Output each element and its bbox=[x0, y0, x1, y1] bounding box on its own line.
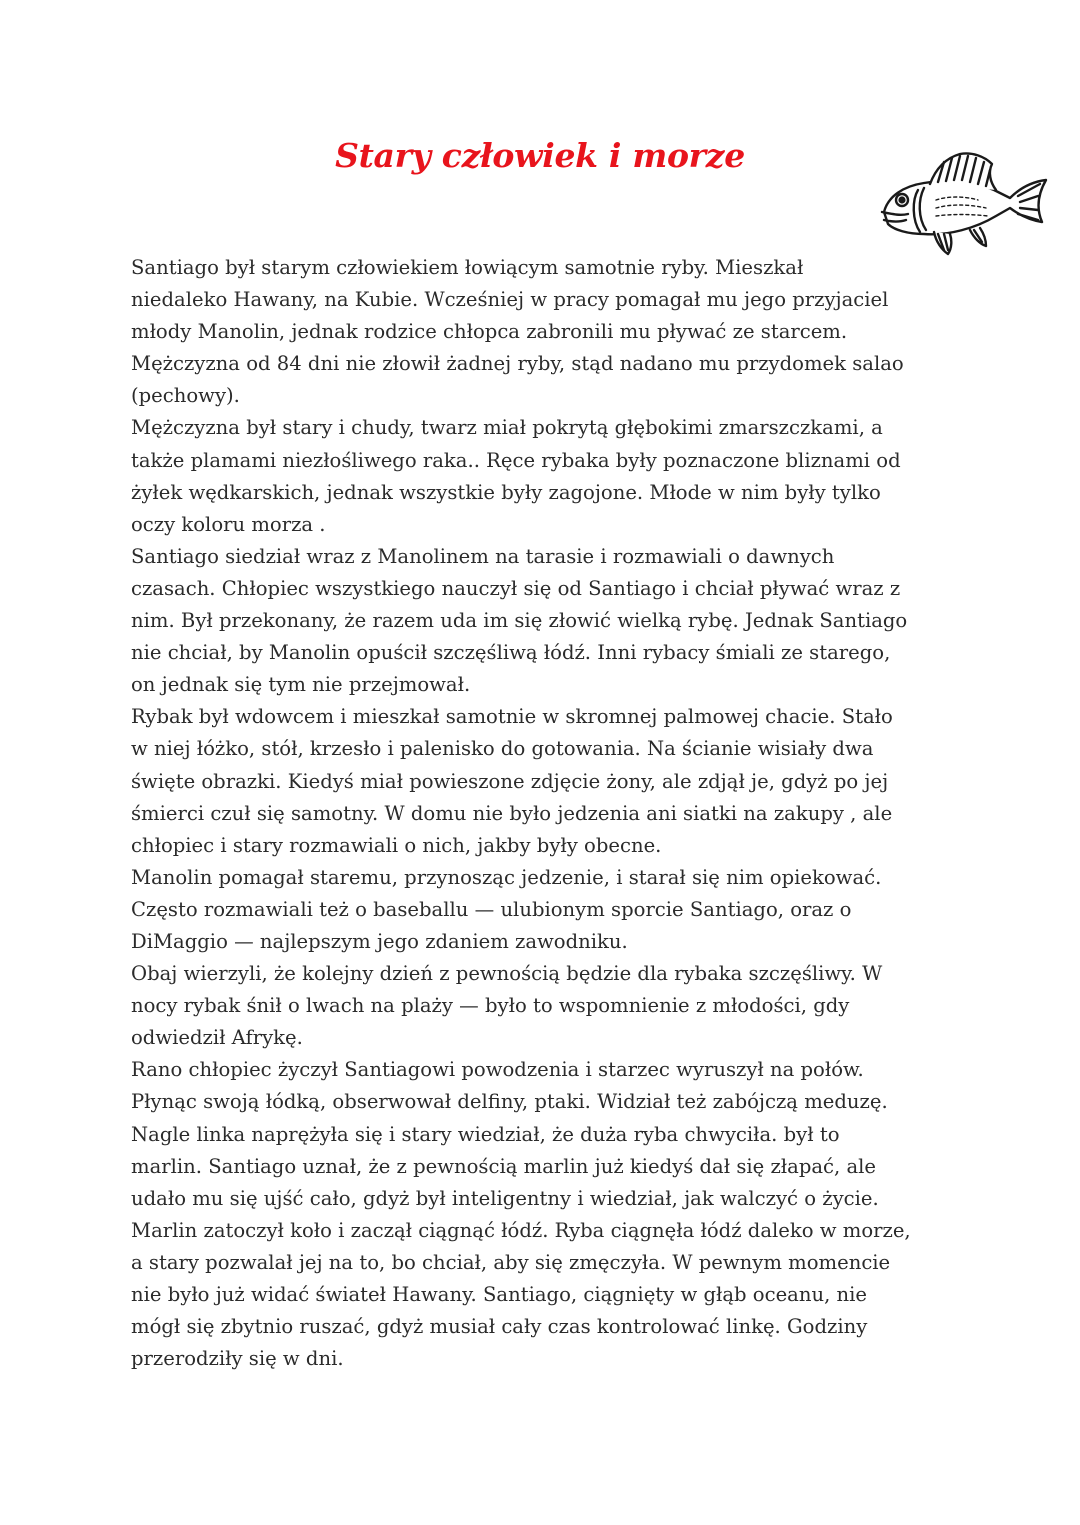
text-line: Manolin pomagał staremu, przynosząc jedzenie, i starał się nim opiekować. bbox=[131, 865, 882, 889]
text-line: Rybak był wdowcem i mieszkał samotnie w skromnej palmowej chacie. Stało bbox=[131, 705, 893, 729]
text-line: Santiago był starym człowiekiem łowiącym samotnie ryby. Mieszkał bbox=[131, 256, 804, 279]
text-line: marlin. Santiago uznał, że z pewnością marlin już kiedyś dał się złapać, ale bbox=[131, 1154, 877, 1178]
text-line: nim. Był przekonany, że razem uda im się złowić wielką rybę. Jednak Santiago bbox=[131, 609, 908, 633]
text-line: nocy rybak śnił o lwach na plaży — było to wspomnienie z młodości, gdy bbox=[131, 994, 850, 1018]
text-line: chłopiec i stary rozmawiali o nich, jakby były obecne. bbox=[131, 833, 662, 857]
text-line: on jednak się tym nie przejmował. bbox=[131, 673, 471, 697]
text-line: (pechowy). bbox=[131, 384, 240, 408]
fish-icon bbox=[878, 150, 1054, 260]
text-line: żyłek wędkarskich, jednak wszystkie były zagojone. Młode w nim były tylko bbox=[131, 480, 881, 504]
text-line: przerodziły się w dni. bbox=[131, 1347, 344, 1371]
text-line: Płynąc swoją łódką, obserwował delfiny, ptaki. Widział też zabójczą meduzę. bbox=[131, 1090, 888, 1114]
text-line: także plamami niezłośliwego raka.. Ręce rybaka były poznaczone bliznami od bbox=[131, 448, 901, 472]
text-line: w niej łóżko, stół, krzesło i palenisko do gotowania. Na ścianie wisiały dwa bbox=[131, 737, 874, 761]
text-line: nie chciał, by Manolin opuścił szczęśliwą łódź. Inni rybacy śmiali ze starego, bbox=[131, 641, 891, 665]
page-title: Stary człowiek i morze bbox=[335, 136, 745, 175]
text-line: Marlin zatoczył koło i zaczął ciągnąć łódź. Ryba ciągnęła łódź daleko w morze, bbox=[131, 1218, 911, 1242]
text-line: Rano chłopiec życzył Santiagowi powodzenia i starzec wyruszył na połów. bbox=[131, 1058, 864, 1082]
text-line: oczy koloru morza . bbox=[131, 512, 326, 536]
text-line: święte obrazki. Kiedyś miał powieszone zdjęcie żony, ale zdjął je, gdyż po jej bbox=[131, 769, 889, 793]
text-line: młody Manolin, jednak rodzice chłopca zabronili mu pływać ze starcem. bbox=[131, 320, 848, 344]
text-line: mógł się zbytnio ruszać, gdyż musiał cały czas kontrolować linkę. Godziny bbox=[131, 1315, 868, 1339]
text-line: a stary pozwalał jej na to, bo chciał, aby się zmęczyła. W pewnym momencie bbox=[131, 1250, 891, 1274]
text-line: Nagle linka naprężyła się i stary wiedział, że duża ryba chwyciła. był to bbox=[131, 1122, 840, 1146]
text-line: udało mu się ujść cało, gdyż był inteligentny i wiedział, jak walczyć o życie. bbox=[131, 1186, 879, 1210]
text-line: Obaj wierzyli, że kolejny dzień z pewnością będzie dla rybaka szczęśliwy. W bbox=[131, 962, 883, 986]
text-line: Mężczyzna był stary i chudy, twarz miał pokrytą głębokimi zmarszczkami, a bbox=[131, 416, 883, 440]
text-line: Mężczyzna od 84 dni nie złowił żadnej ryby, stąd nadano mu przydomek salao bbox=[131, 352, 904, 376]
body-text bbox=[131, 252, 991, 1375]
text-line: odwiedził Afrykę. bbox=[131, 1026, 303, 1050]
text-line: śmierci czuł się samotny. W domu nie było jedzenia ani siatki na zakupy , ale bbox=[131, 801, 893, 825]
text-line: Santiago siedział wraz z Manolinem na tarasie i rozmawiali o dawnych bbox=[131, 544, 835, 568]
text-line: nie było już widać świateł Hawany. Santiago, ciągnięty w głąb oceanu, nie bbox=[131, 1283, 868, 1306]
text-line: Często rozmawiali też o baseballu — ulubionym sporcie Santiago, oraz o bbox=[131, 897, 852, 921]
text-line: czasach. Chłopiec wszystkiego nauczył się od Santiago i chciał pływać wraz z bbox=[131, 576, 901, 600]
text-line: niedaleko Hawany, na Kubie. Wcześniej w pracy pomagał mu jego przyjaciel bbox=[131, 288, 889, 312]
text-line: DiMaggio — najlepszym jego zdaniem zawodniku. bbox=[131, 929, 628, 953]
